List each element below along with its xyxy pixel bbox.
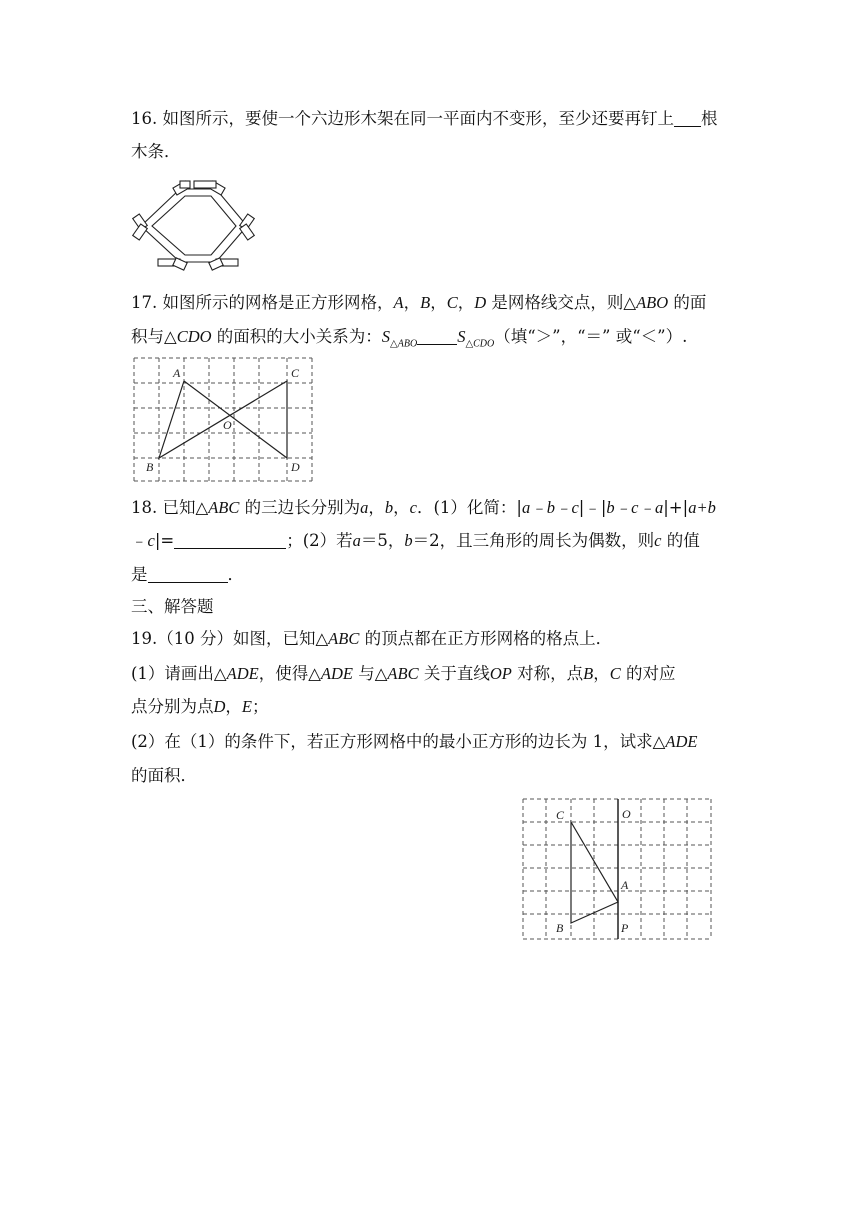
section-heading: 三、解答题 bbox=[131, 597, 214, 616]
q16-number: 16. bbox=[131, 109, 158, 128]
q17-label-b: B bbox=[146, 460, 154, 474]
q18-line-3: 是 ． bbox=[131, 565, 244, 584]
q18-answer-blank-2[interactable] bbox=[148, 566, 228, 583]
q16-answer-blank[interactable] bbox=[674, 110, 701, 127]
q19-label-a: A bbox=[621, 878, 629, 892]
q17-answer-blank[interactable] bbox=[417, 328, 457, 345]
q16-line-1: 16. 如图所示，要使一个六边形木架在同一平面内不变形，至少还要再钉上 根 bbox=[131, 109, 718, 128]
q19-label-p: P bbox=[621, 921, 629, 935]
q17-grid-figure bbox=[131, 356, 316, 482]
q19-line-3: 点分别为点D，E； bbox=[131, 697, 269, 716]
q16-text: 如图所示，要使一个六边形木架在同一平面内不变形，至少还要再钉上 bbox=[162, 109, 674, 128]
q17-label-c: C bbox=[291, 366, 300, 380]
hexagon-frame-figure bbox=[130, 180, 260, 272]
q19-label-c: C bbox=[556, 808, 565, 822]
q19-line-4: (2）在（1）的条件下，若正方形网格中的最小正方形的边长为 1，试求△ADE bbox=[131, 732, 698, 751]
q18-line-2: ﹣c|= ；(2）若a＝5，b＝2，且三角形的周长为偶数，则c 的值 bbox=[131, 531, 700, 550]
q17-label-d: D bbox=[291, 460, 300, 474]
q18-line-1: 18. 已知△ABC 的三边长分别为a，b，c．(1）化简：|a﹣b﹣c|﹣|b﹣c﹣a|+|a+b bbox=[131, 498, 716, 517]
q16-line-2: 木条． bbox=[131, 142, 181, 161]
q17-line-2: 积与△CDO 的面积的大小关系为：$S_{\triangle ABO}$ $S_{\triangle CDO}$（填“＞”，“＝” 或“＜”）. bbox=[131, 327, 688, 350]
q19-line-1: 19.（10 分）如图，已知△ABC 的顶点都在正方形网格的格点上． bbox=[131, 629, 613, 648]
q19-grid-figure bbox=[521, 797, 713, 942]
q17-label-a: A bbox=[173, 366, 181, 380]
q19-label-o: O bbox=[622, 807, 631, 821]
q19-line-5: 的面积． bbox=[131, 766, 197, 785]
q18-answer-blank-1[interactable] bbox=[174, 532, 286, 549]
q19-line-2: (1）请画出△ADE，使得△ADE 与△ABC 关于直线OP 对称，点B，C 的对应 bbox=[131, 664, 676, 683]
q17-label-o: O bbox=[223, 418, 232, 432]
q17-line-1: 17. 如图所示的网格是正方形网格，A，B，C，D 是网格线交点，则△ABO 的面 bbox=[131, 293, 707, 312]
q19-label-b: B bbox=[556, 921, 564, 935]
